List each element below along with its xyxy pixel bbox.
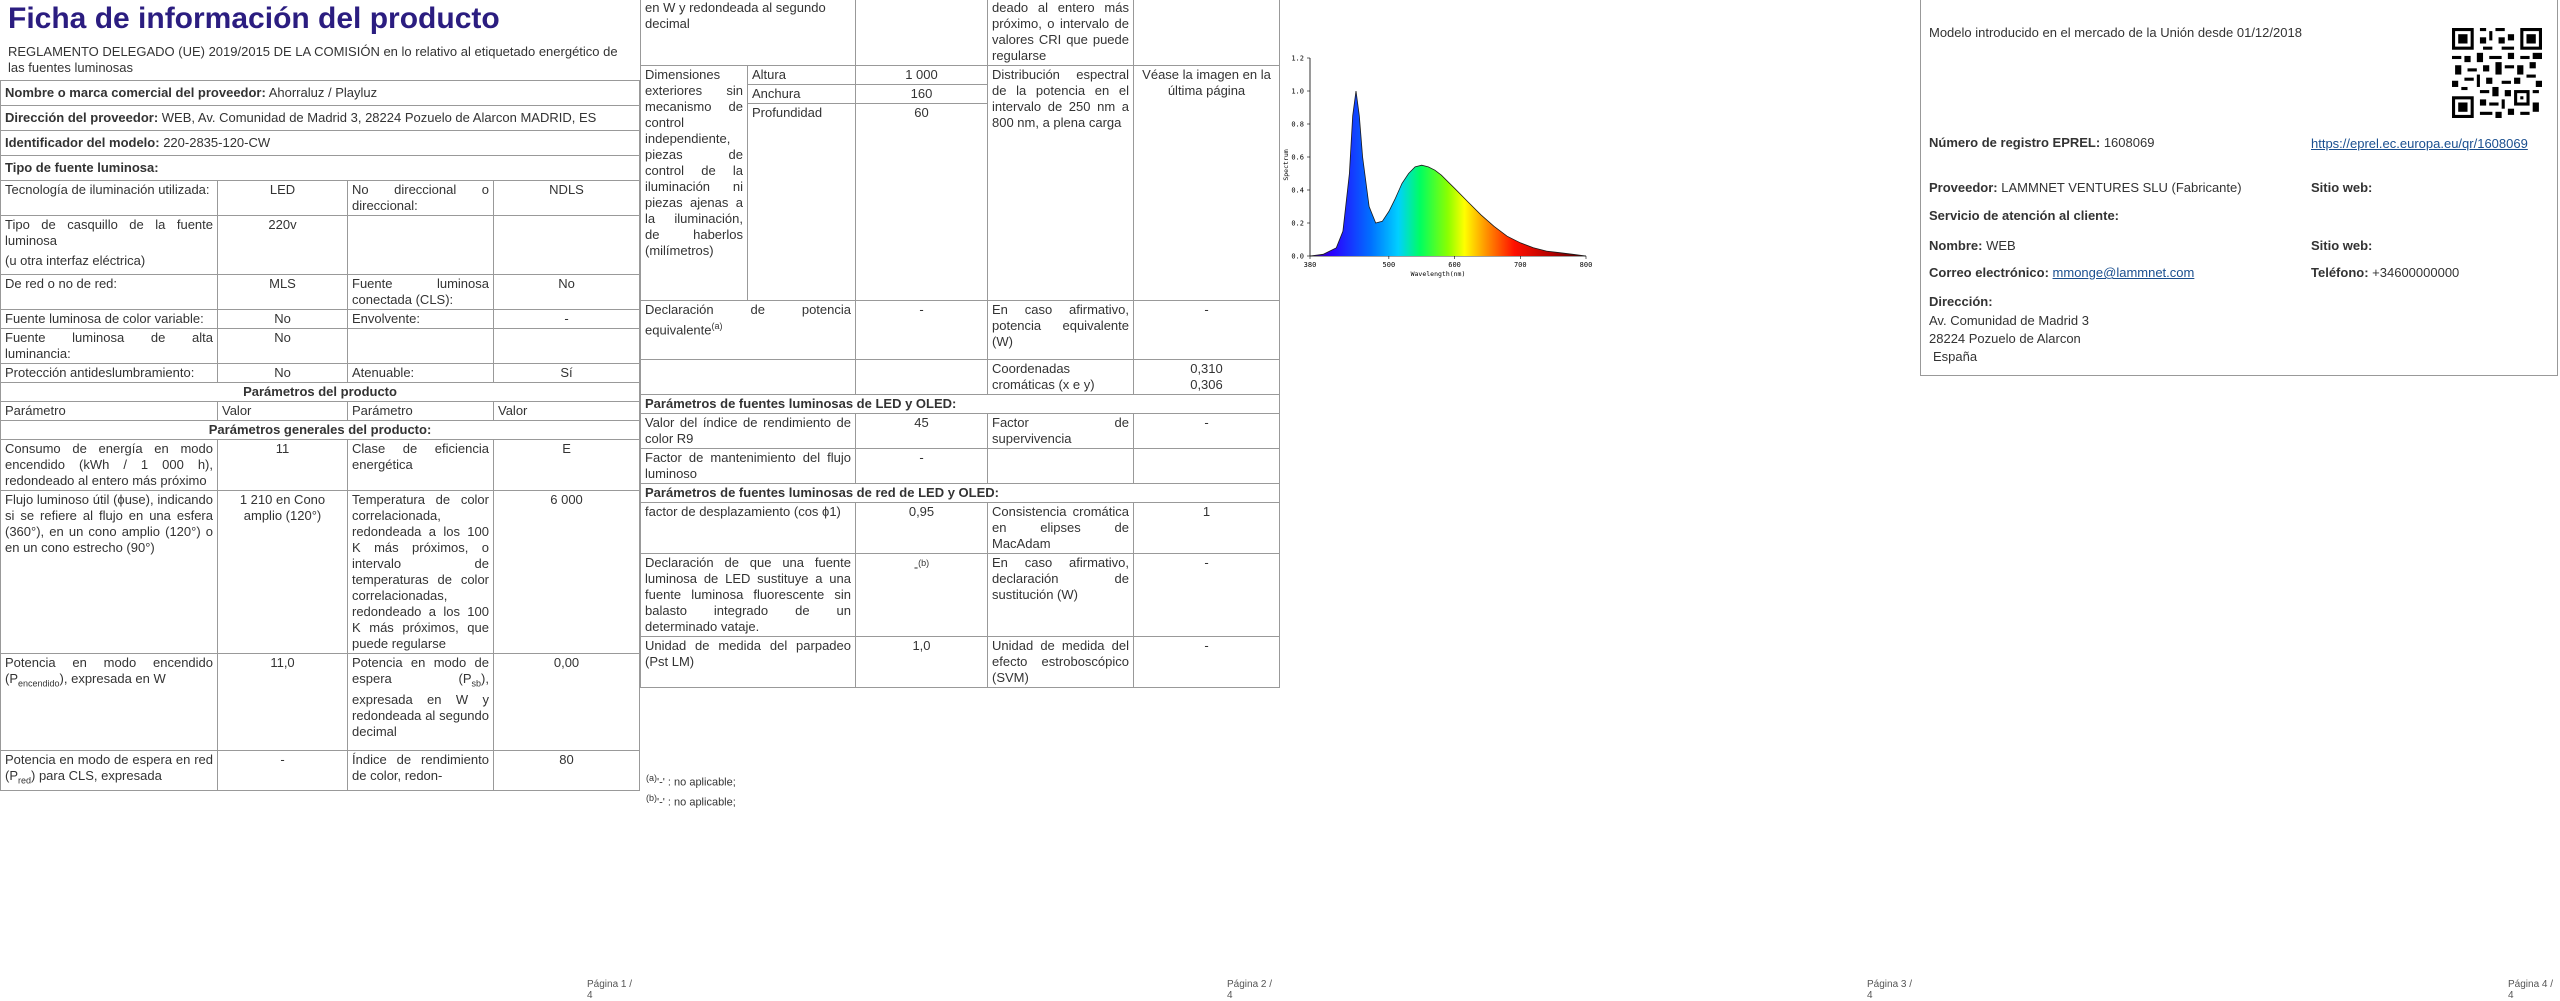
value-col-header-2: Valor <box>494 402 640 421</box>
address-block <box>1929 312 2089 366</box>
product-params-table-cont <box>640 0 1280 688</box>
source-type-header: Tipo de fuente luminosa: <box>1 156 640 181</box>
product-sheet-title: Ficha de información del producto <box>8 2 500 35</box>
address-line-3: España <box>1933 349 1978 364</box>
chromaticity-label: Coordenadas cromáticas (x e y) <box>988 360 1134 395</box>
dimmable-label: Atenuable: <box>348 364 494 383</box>
r9-label: Valor del índice de rendimiento de color R9 <box>641 414 856 449</box>
spectrum-chart <box>1280 50 1593 290</box>
eprel-link[interactable]: https://eprel.ec.europa.eu/qr/1608069 <box>2311 136 2528 151</box>
flicker-value: 1,0 <box>856 637 988 688</box>
y-tick-label: 0.0 <box>1291 252 1304 261</box>
contact-box <box>1920 0 2558 376</box>
model-id-value: 220-2835-120-CW <box>163 135 271 150</box>
chromaticity-y: 0,306 <box>1190 377 1223 392</box>
stroboscopic-label: Unidad de medida del efecto estroboscópico (SVM) <box>988 637 1134 688</box>
cct-value: 6 000 <box>494 491 640 654</box>
survival-value: - <box>1134 414 1280 449</box>
param-col-header-2: Parámetro <box>348 402 494 421</box>
y-tick-label: 0.4 <box>1291 186 1304 195</box>
website-label-2: Sitio web: <box>2311 238 2373 253</box>
cap-label-2: (u otra interfaz eléctrica) <box>5 253 146 268</box>
replacement-value: -$^{(b)}$ <box>856 554 988 637</box>
phone-label: Teléfono: <box>2311 265 2369 280</box>
eprel-value: 1608069 <box>2103 135 2155 150</box>
website-label: Sitio web: <box>2311 180 2373 195</box>
led-params-header: Parámetros de fuentes luminosas de LED y OLED: <box>641 395 1280 414</box>
standby-label: Potencia en modo de espera $(P_{sb})$, expresada en W y redondeada al segundo decimal <box>348 654 494 751</box>
page-number-1: Página 1 / 4 <box>587 979 633 1001</box>
height-value: 1 000 <box>856 66 988 85</box>
model-id-label: Identificador del modelo: <box>5 135 160 150</box>
spd-value: Véase la imagen en la última página <box>1134 66 1280 301</box>
standby-label-cont: en W y redondeada al segundo decimal <box>641 0 856 66</box>
envelope-label: Envolvente: <box>348 310 494 329</box>
tech-label: Tecnología de iluminación utilizada: <box>1 181 218 216</box>
eprel-label: Número de registro EPREL: <box>1929 135 2101 150</box>
replacement-watts-value: - <box>1134 554 1280 637</box>
envelope-value: - <box>494 310 640 329</box>
standby-value: 0,00 <box>494 654 640 751</box>
general-params-header: Parámetros generales del producto: <box>1 421 640 440</box>
tech-value: LED <box>218 181 348 216</box>
product-info-table <box>0 80 640 791</box>
dimmable-value: Sí <box>494 364 640 383</box>
address-line-1: Av. Comunidad de Madrid 3 <box>1929 313 2089 328</box>
maintenance-label: Factor de mantenimiento del flujo luminoso <box>641 449 856 484</box>
spd-label: Distribución espectral de la potencia en el intervalo de 250 nm a 800 nm, a plena carga <box>988 66 1134 301</box>
name-label: Nombre: <box>1929 238 1983 253</box>
macadam-label: Consistencia cromática en elipses de MacAdam <box>988 503 1134 554</box>
colour-label: Fuente luminosa de color variable: <box>1 310 218 329</box>
page-3 <box>1280 0 1920 1001</box>
equiv-power-value: - <box>856 301 988 360</box>
supplier-address-label: Dirección del proveedor: <box>5 110 159 125</box>
height-label: Altura <box>748 66 856 85</box>
mains-label: De red o no de red: <box>1 275 218 310</box>
provider-value: LAMMNET VENTURES SLU (Fabricante) <box>2001 180 2242 195</box>
provider-label: Proveedor: <box>1929 180 1998 195</box>
param-col-header: Parámetro <box>1 402 218 421</box>
width-value: 160 <box>856 85 988 104</box>
supplier-name-value: Ahorraluz / Playluz <box>268 85 378 100</box>
energy-class-value: E <box>494 440 640 491</box>
cri-label: Índice de rendimiento de color, redon- <box>348 751 494 791</box>
replacement-label: Declaración de que una fuente luminosa de LED sustituye a una fuente luminosa fluorescente sin balasto integrado de un determinado vataje. <box>641 554 856 637</box>
flux-label: Flujo luminoso útil (ϕuse), indicando si se refiere al flujo en una esfera (360°), en un cono amplio (120°) o en un cono estrecho (90°) <box>1 491 218 654</box>
customer-service-label: Servicio de atención al cliente: <box>1929 208 2120 223</box>
colour-value: No <box>218 310 348 329</box>
glare-label: Protección antideslumbramiento: <box>1 364 218 383</box>
survival-label: Factor de supervivencia <box>988 414 1134 449</box>
phone-value: +34600000000 <box>2372 265 2460 280</box>
address-label: Dirección: <box>1929 294 1993 309</box>
nondir-value: NDLS <box>494 181 640 216</box>
value-col-header: Valor <box>218 402 348 421</box>
power-on-label: Potencia en modo encendido $(P_{encendido})$, expresada en W <box>1 654 218 751</box>
x-tick-label: 600 <box>1448 261 1461 269</box>
energy-class-label: Clase de eficiencia energética <box>348 440 494 491</box>
flicker-label: Unidad de medida del parpadeo (Pst LM) <box>641 637 856 688</box>
spectrum-area <box>1310 91 1586 256</box>
y-tick-label: 0.2 <box>1291 219 1304 228</box>
email-label: Correo electrónico: <box>1929 265 2049 280</box>
supplier-name-label: Nombre o marca comercial del proveedor: <box>5 85 266 100</box>
x-tick-label: 800 <box>1579 261 1593 269</box>
dimensions-label: Dimensiones exteriores sin mecanismo de control independiente, piezas de control de la iluminación ni piezas ajenas a la iluminación, de haberlos (milímetros) <box>641 66 748 301</box>
equiv-watts-label: En caso afirmativo, potencia equivalente (W) <box>988 301 1134 360</box>
cri-label-cont: deado al entero más próximo, o intervalo de valores CRI que puede regularse <box>988 0 1134 66</box>
product-params-header: Parámetros del producto <box>1 383 640 402</box>
cls-value: No <box>494 275 640 310</box>
footnote-a: $^{(a)}$'-' : no aplicable; <box>646 773 736 789</box>
energy-label: Consumo de energía en modo encendido (kWh / 1 000 h), redondeado al entero más próximo <box>1 440 218 491</box>
stroboscopic-value: - <box>1134 637 1280 688</box>
y-axis-label: Spectrum <box>1282 149 1290 181</box>
name-value: WEB <box>1986 238 2016 253</box>
page-2 <box>640 0 1280 1001</box>
replacement-watts-label: En caso afirmativo, declaración de sustitución (W) <box>988 554 1134 637</box>
x-axis-label: Wavelength(nm) <box>1410 270 1466 278</box>
high-luminance-value: No <box>218 329 348 364</box>
nondir-label: No direccional o direccional: <box>348 181 494 216</box>
page-1 <box>0 0 640 1001</box>
footnote-b: $^{(b)}$'-' : no aplicable; <box>646 793 736 809</box>
high-luminance-label: Fuente luminosa de alta luminancia: <box>1 329 218 364</box>
y-tick-label: 0.6 <box>1291 153 1304 162</box>
y-tick-label: 0.8 <box>1291 120 1304 129</box>
network-standby-label: Potencia en modo de espera en red $(P_{red})$ para CLS, expresada <box>1 751 218 791</box>
x-tick-label: 380 <box>1303 261 1317 269</box>
network-standby-value: - <box>218 751 348 791</box>
market-date-text: Modelo introducido en el mercado de la Unión desde 01/12/2018 <box>1929 25 2302 40</box>
address-line-2: 28224 Pozuelo de Alarcon <box>1929 331 2081 346</box>
x-tick-label: 500 <box>1382 261 1396 269</box>
power-on-value: 11,0 <box>218 654 348 751</box>
supplier-address-value: WEB, Av. Comunidad de Madrid 3, 28224 Pozuelo de Alarcon MADRID, ES <box>161 110 597 125</box>
cls-label: Fuente luminosa conectada (CLS): <box>348 275 494 310</box>
page-number-2: Página 2 / 4 <box>1227 979 1273 1001</box>
width-label: Anchura <box>748 85 856 104</box>
page-number-3: Página 3 / 4 <box>1867 979 1913 1001</box>
y-tick-label: 1.0 <box>1291 87 1304 96</box>
depth-label: Profundidad <box>748 104 856 301</box>
equiv-power-label: Declaración de potencia equivalente$^{(a)}$ <box>641 301 856 360</box>
r9-value: 45 <box>856 414 988 449</box>
glare-value: No <box>218 364 348 383</box>
page-number-4: Página 4 / 4 <box>2508 979 2554 1001</box>
chromaticity-x: 0,310 <box>1190 361 1223 376</box>
page-4 <box>1920 0 2560 1001</box>
displacement-value: 0,95 <box>856 503 988 554</box>
y-tick-label: 1.2 <box>1291 54 1304 63</box>
displacement-label: factor de desplazamiento (cos ϕ1) <box>641 503 856 554</box>
flux-value: 1 210 en Cono amplio (120°) <box>218 491 348 654</box>
equiv-watts-value: - <box>1134 301 1280 360</box>
cap-label: Tipo de casquillo de la fuente luminosa <box>5 217 213 248</box>
qr-code-icon[interactable] <box>2452 28 2542 118</box>
x-tick-label: 700 <box>1513 261 1527 269</box>
cri-value: 80 <box>494 751 640 791</box>
mains-led-params-header: Parámetros de fuentes luminosas de red de LED y OLED: <box>641 484 1280 503</box>
cct-label: Temperatura de color correlacionada, redondeada a los 100 K más próximos, o intervalo de temperaturas de color correlacionadas, redondeado a los 100 K más próximos, que puede regularse <box>348 491 494 654</box>
depth-value: 60 <box>856 104 988 301</box>
cap-value: 220v <box>218 216 348 275</box>
email-link[interactable]: mmonge@lammnet.com <box>2052 265 2195 280</box>
macadam-value: 1 <box>1134 503 1280 554</box>
energy-value: 11 <box>218 440 348 491</box>
maintenance-value: - <box>856 449 988 484</box>
regulation-text: REGLAMENTO DELEGADO (UE) 2019/2015 DE LA COMISIÓN en lo relativo al etiquetado energético de las fuentes luminosas <box>8 44 618 75</box>
mains-value: MLS <box>218 275 348 310</box>
